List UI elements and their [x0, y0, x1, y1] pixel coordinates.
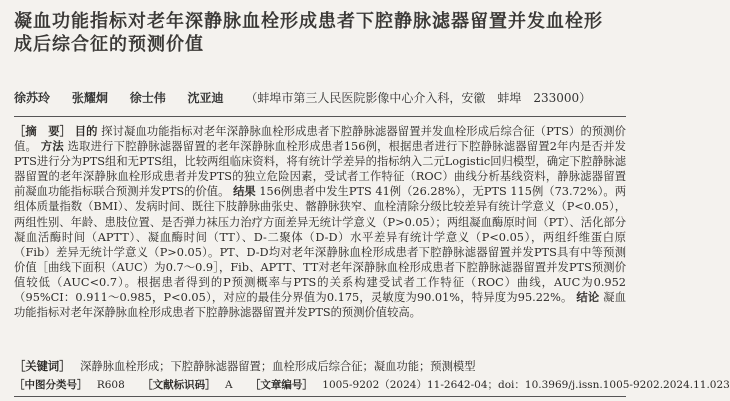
article-title: 凝血功能指标对老年深静脉血栓形成患者下腔静脉滤器留置并发血栓形成后综合征的预测价值	[14, 11, 603, 55]
article-meta-line	[14, 378, 730, 393]
keywords-line	[14, 359, 626, 374]
conclusion-text: 凝血功能指标对老年深静脉血栓形成患者下腔静脉滤器留置并发PTS的预测价值较高。	[14, 291, 626, 320]
results-text: 156例患者中发生PTS 41例（26.28%），无PTS 115例（73.72%）。两组体质量指数（BMI）、发病时间、既往下肢静脉曲张史、髂静脉狭窄、血栓清除分级比较差异有统计学意义（P<0.05），两组性别、年龄、患肢位置、是否弹力袜压力治疗方面差异无统计学意义（P>0.05）；两组凝血酶原时间（PT）、活化部分凝血活酶时间（APTT）、凝血酶时间（TT）、D-二聚体（D-D）水平差异有统计学意义（P<0.05），两组纤维蛋白原（Fib）差异无统计学意义（P>0.05）。PT、D-D均对老年深静脉血栓形成患者下腔静脉滤器留置并发PTS具有中等预测价值［曲线下面积（AUC）为0.7～0.9］，Fib、APTT、TT对老年深静脉血栓形成患者下腔静脉滤器留置并发PTS预测价值较低（AUC<0.7）。根据患者得到的P预测概率与PTS的关系构建受试者工作特征（ROC）曲线，AUC为0.952（95%CI：0.911～0.985，P<0.05），对应的最佳分界值为0.175，灵敏度为90.01%，特异度为95.22%。	[14, 185, 626, 305]
author-name: 沈亚迪	[187, 91, 224, 105]
clc-label: ［中图分类号］	[14, 379, 88, 391]
abstract-label: ［摘 要］	[14, 124, 72, 138]
keywords-label: ［关键词］	[14, 359, 71, 373]
objective-text: 探讨凝血功能指标对老年深静脉血栓形成患者下腔静脉滤器留置并发血栓形成后综合征（PTS）的预测价值。	[14, 125, 626, 154]
divider-top	[14, 116, 626, 117]
article-number-value: 1005-9202（2024）11-2642-04；doi：10.3969/j.issn.1005-9202.2024.11.023	[322, 379, 730, 391]
author-name: 徐苏玲	[14, 91, 51, 105]
doc-code-value: A	[224, 379, 233, 391]
author-line	[14, 90, 626, 106]
objective-label: 目的	[74, 124, 98, 138]
divider-bottom	[14, 396, 626, 397]
results-label: 结果	[233, 184, 256, 199]
abstract-block	[14, 124, 626, 320]
doc-code-label: ［文献标识码］	[142, 379, 216, 391]
clc-value: R608	[96, 379, 125, 391]
author-name: 张耀炯	[71, 91, 108, 105]
methods-label: 方法	[40, 139, 64, 154]
keywords-text: 深静脉血栓形成；下腔静脉滤器留置；血栓形成后综合征；凝血功能；预测模型	[80, 360, 476, 373]
author-name: 徐士伟	[129, 91, 166, 105]
methods-text: 选取进行下腔静脉滤器留置的老年深静脉血栓形成患者156例，根据患者进行下腔静脉滤器留置2年内是否并发PTS进行分为PTS组和无PTS组，比较两组临床资料，将有统计学差异的指标纳入二元Logistic回归模型，确定下腔静脉滤器留置的老年深静脉血栓形成患者并发PTS的独立危险因素，受试者工作特征（ROC）曲线分析基线资料，静脉滤器留置前凝血功能指标联合预测并发PTS的价值。	[14, 140, 626, 199]
author-affiliation: （蚌埠市第三人民医院影像中心介入科，安徽 蚌埠 233000）	[245, 91, 592, 105]
article-number-label: ［文章编号］	[249, 379, 313, 391]
conclusion-label: 结论	[576, 290, 600, 305]
